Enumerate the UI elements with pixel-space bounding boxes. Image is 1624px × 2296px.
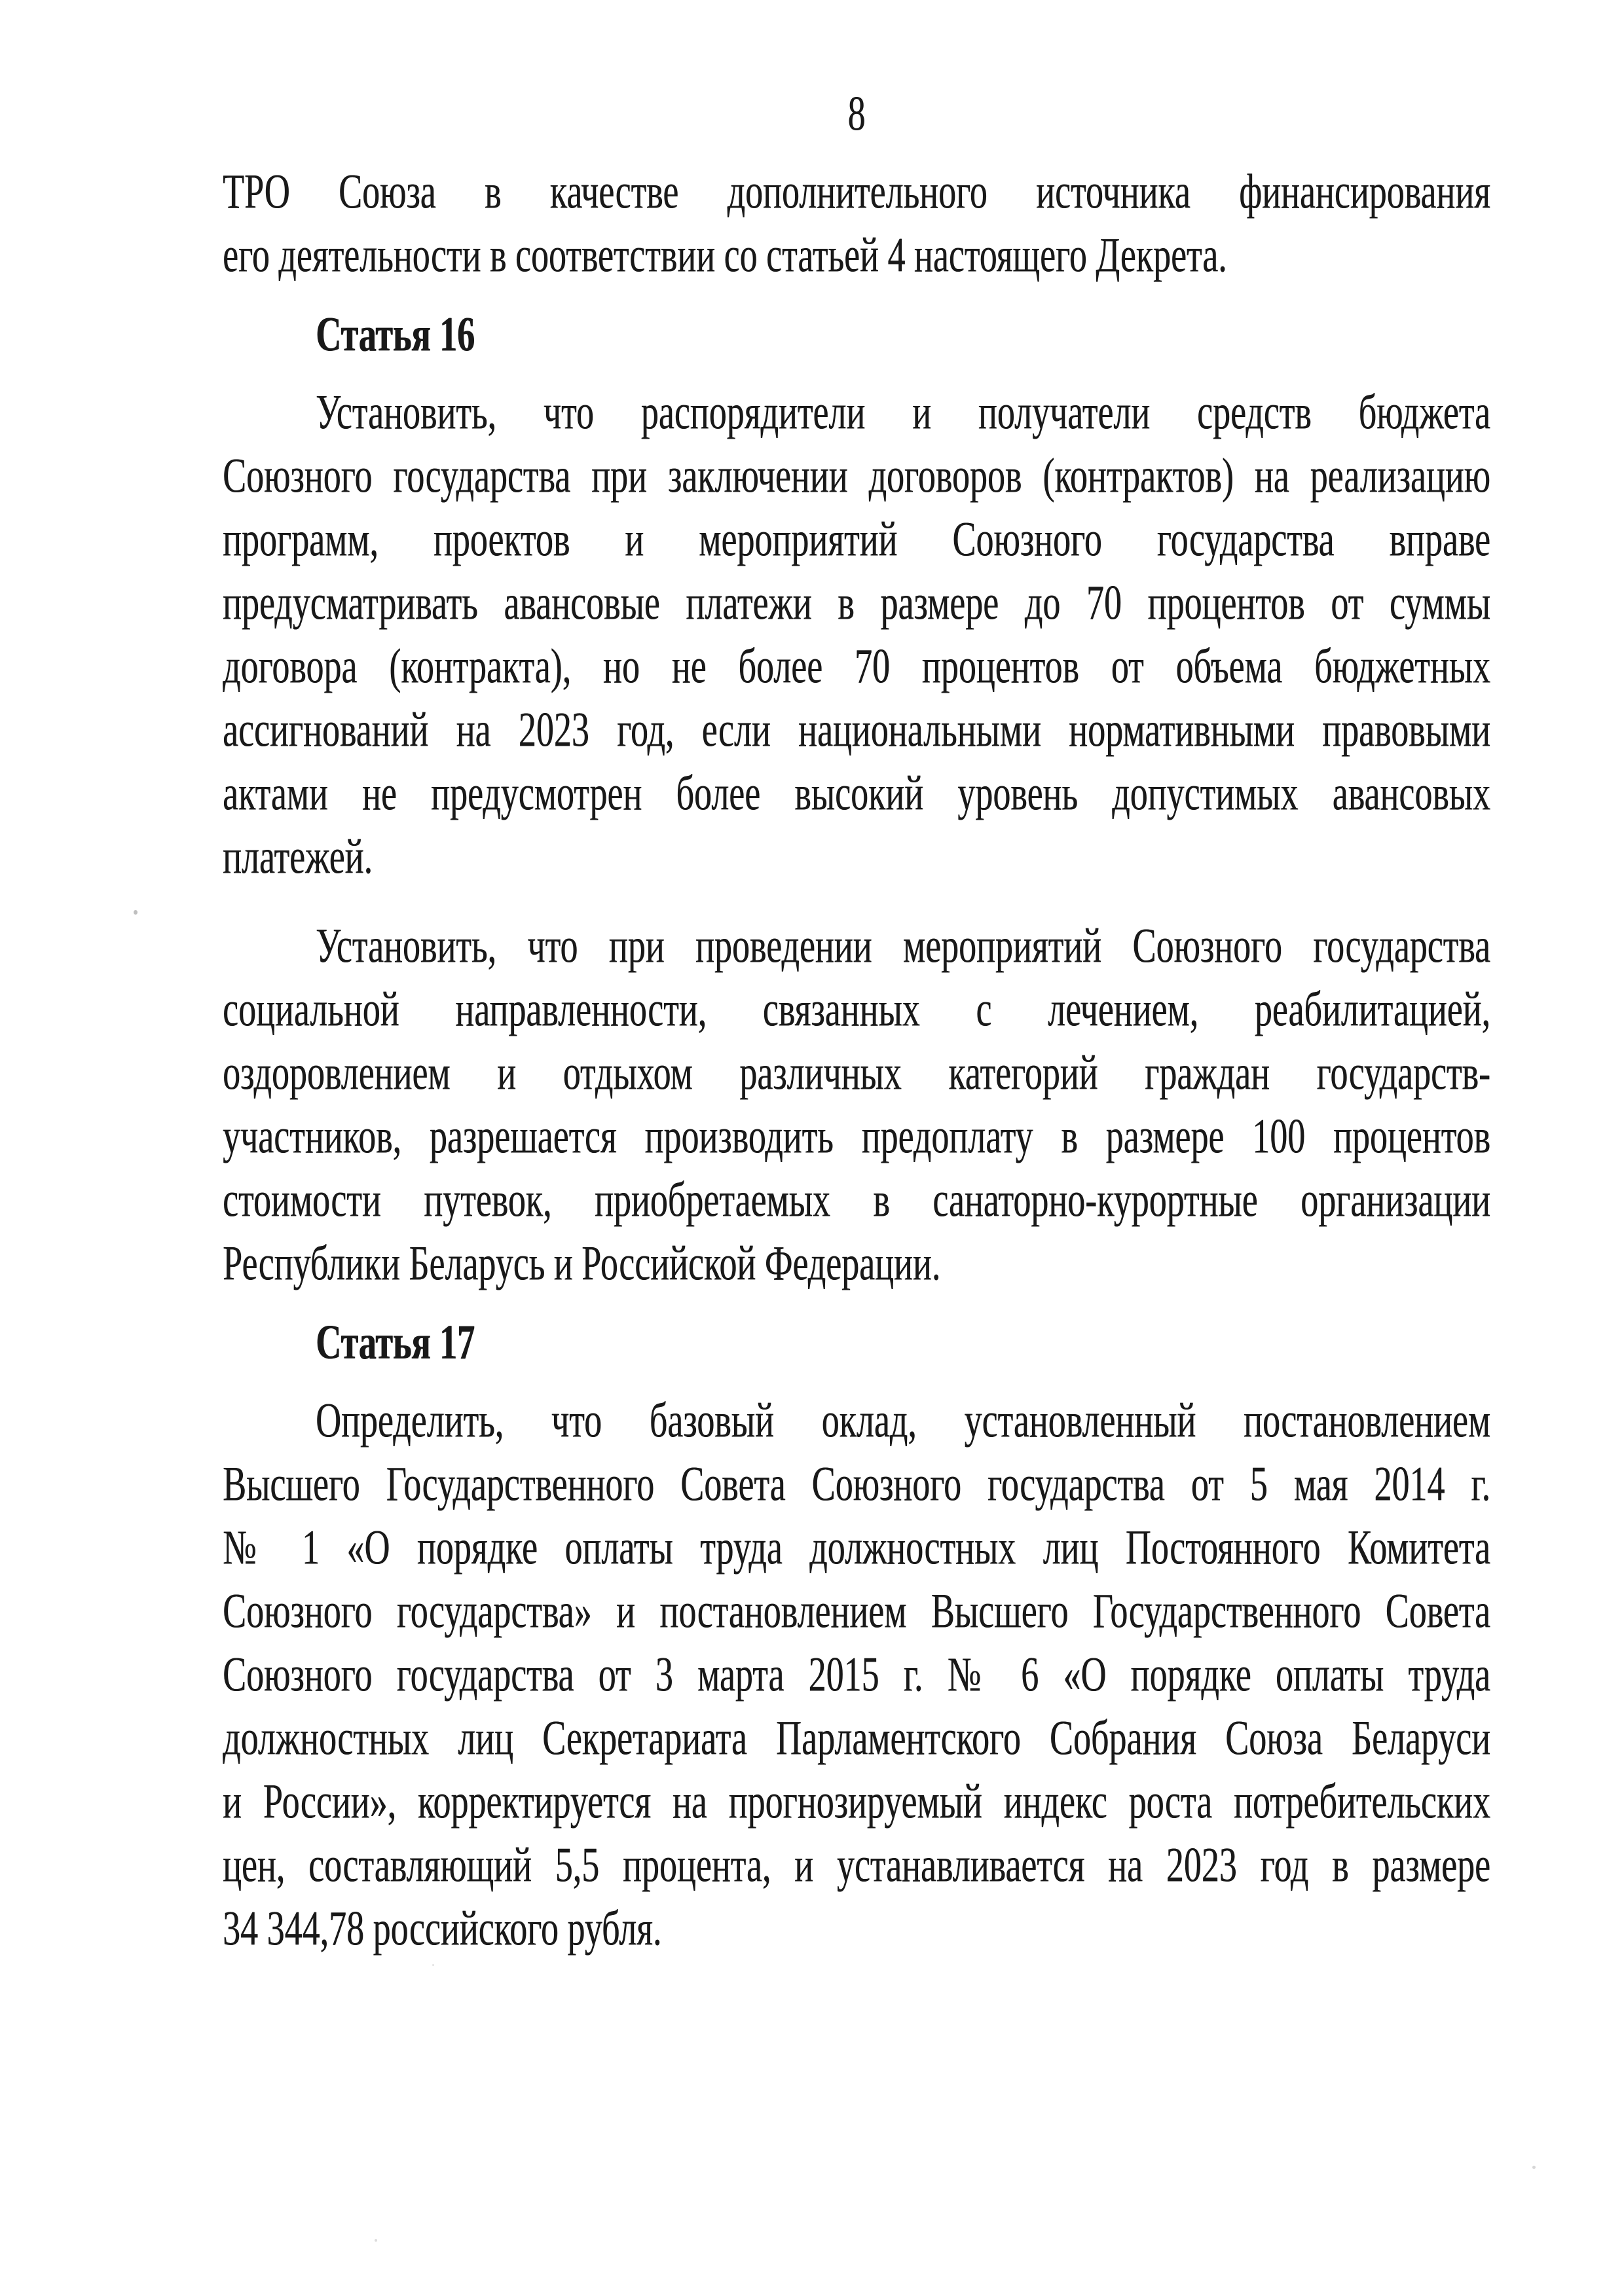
article-17-paragraph-1 <box>223 1389 1490 1960</box>
intro-paragraph <box>223 160 1490 287</box>
text-line: Союзного государства от 3 марта 2015 г. № 6 «О порядке оплаты труда <box>223 1647 1490 1702</box>
text-line: участников, разрешается производить предоплату в размере 100 процентов <box>223 1108 1490 1164</box>
text-line: Определить, что базовый оклад, установленный постановлением <box>316 1393 1490 1448</box>
article-16-paragraph-1 <box>223 380 1490 888</box>
scan-speck <box>1532 2166 1536 2169</box>
text-line: актами не предусмотрен более высокий уровень допустимых авансовых <box>223 766 1490 821</box>
text-line: Республики Беларусь и Российской Федерации. <box>223 1235 941 1291</box>
text-line: договора (контракта), но не более 70 процентов от объема бюджетных <box>223 639 1490 694</box>
text-line: программ, проектов и мероприятий Союзного государства вправе <box>223 511 1490 567</box>
text-line: предусматривать авансовые платежи в размере до 70 процентов от суммы <box>223 575 1490 630</box>
text-line: оздоровлением и отдыхом различных категорий граждан государств- <box>223 1045 1490 1101</box>
text-line: Союзного государства при заключении договоров (контрактов) на реализацию <box>223 448 1490 503</box>
scan-speck <box>432 1964 434 1966</box>
text-line: 34 344,78 российского рубля. <box>223 1901 662 1956</box>
text-line: Союзного государства» и постановлением Высшего Государственного Совета <box>223 1583 1490 1638</box>
text-line: цен, составляющий 5,5 процента, и устанавливается на 2023 год в размере <box>223 1837 1490 1893</box>
document-page <box>223 82 1490 1986</box>
text-line: ассигнований на 2023 год, если национальными нормативными правовыми <box>223 702 1490 757</box>
scan-speck <box>134 910 138 915</box>
article-17-heading: Статья 17 <box>316 1315 475 1370</box>
article-16-heading: Статья 16 <box>316 306 475 361</box>
text-line: Установить, что при проведении мероприятий Союзного государства <box>316 918 1490 974</box>
scan-speck <box>375 2239 377 2242</box>
text-line: Высшего Государственного Совета Союзного государства от 5 мая 2014 г. <box>223 1456 1490 1511</box>
text-line: стоимости путевок, приобретаемых в санаторно-курортные организации <box>223 1172 1490 1228</box>
text-line: Установить, что распорядители и получатели средств бюджета <box>316 384 1490 440</box>
text-line: социальной направленности, связанных с лечением, реабилитацией, <box>223 981 1490 1037</box>
text-line: № 1 «О порядке оплаты труда должностных лиц Постоянного Комитета <box>223 1520 1490 1575</box>
text-line: ТРО Союза в качестве дополнительного источника финансирования <box>223 164 1490 219</box>
text-line: его деятельности в соответствии со статьей 4 настоящего Декрета. <box>223 228 1227 283</box>
text-line: должностных лиц Секретариата Парламентского Собрания Союза Беларуси <box>223 1710 1490 1766</box>
article-16-paragraph-2 <box>223 914 1490 1295</box>
page-number: 8 <box>847 86 866 141</box>
text-line: и России», корректируется на прогнозируемый индекс роста потребительских <box>223 1774 1490 1829</box>
text-line: платежей. <box>223 829 373 884</box>
